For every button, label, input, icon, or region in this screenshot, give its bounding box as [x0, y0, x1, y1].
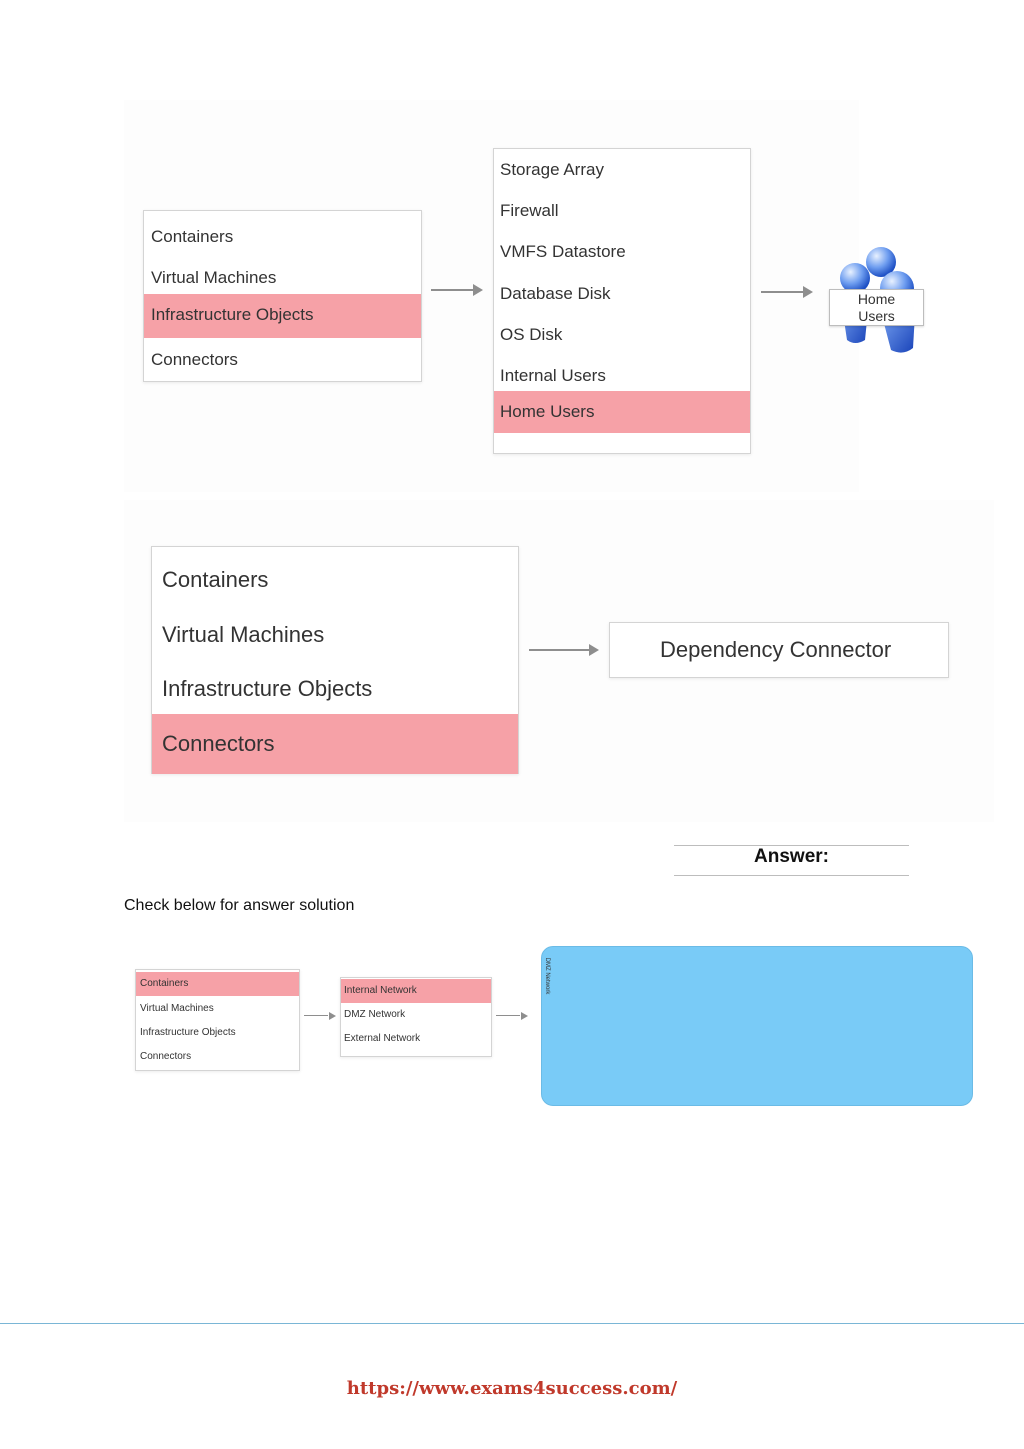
arrow-icon [529, 642, 599, 658]
list-item[interactable]: Firewall [500, 201, 559, 220]
list-item[interactable]: Virtual Machines [162, 622, 325, 647]
list-item-selected[interactable]: Connectors [152, 714, 518, 774]
answer-network-list [340, 977, 492, 1057]
arrow-icon [496, 1011, 528, 1021]
answer-category-list [135, 969, 300, 1071]
list-item[interactable]: Virtual Machines [151, 268, 277, 287]
list-item[interactable]: Connectors [151, 350, 238, 369]
list-item-selected[interactable]: Containers [136, 972, 299, 996]
scene-1-category-list [143, 210, 422, 382]
list-item[interactable]: External Network [344, 1033, 421, 1044]
scene-1-object-list [493, 148, 751, 454]
arrow-icon [431, 283, 483, 297]
dmz-network-container[interactable] [541, 946, 973, 1106]
list-item-selected[interactable]: Home Users [494, 391, 750, 433]
list-item[interactable]: DMZ Network [344, 1009, 406, 1020]
home-users-label [829, 289, 924, 326]
list-item[interactable]: Containers [151, 227, 234, 246]
arrow-icon [761, 285, 813, 299]
list-item[interactable]: Infrastructure Objects [140, 1027, 236, 1038]
list-item[interactable]: Database Disk [500, 284, 611, 303]
footer-divider [0, 1323, 1024, 1324]
arrow-icon [304, 1011, 336, 1021]
home-users-label-line: Users [858, 308, 895, 324]
footer-url-link[interactable]: https://www.exams4success.com/ [346, 1378, 678, 1399]
list-item[interactable]: Infrastructure Objects [162, 676, 373, 701]
answer-heading: Answer: [754, 846, 829, 867]
list-item-selected[interactable]: Internal Network [341, 979, 491, 1003]
list-item[interactable]: Storage Array [500, 160, 604, 179]
home-users-label-line: Home [857, 291, 896, 307]
list-item[interactable]: Internal Users [500, 366, 606, 385]
dependency-connector-label: Dependency Connector [660, 637, 892, 662]
list-item[interactable]: Connectors [140, 1051, 192, 1062]
list-item[interactable]: VMFS Datastore [500, 242, 626, 261]
list-item-selected[interactable]: Infrastructure Objects [144, 294, 421, 338]
list-item[interactable]: OS Disk [500, 325, 563, 344]
scene-2-category-list [151, 546, 519, 774]
dependency-connector-box[interactable] [609, 622, 949, 678]
dmz-network-container-label: DMZ Network [544, 957, 550, 995]
list-item[interactable]: Containers [162, 567, 269, 592]
answer-rule-bottom [674, 875, 909, 876]
list-item[interactable]: Virtual Machines [140, 1003, 214, 1014]
instruction-text: Check below for answer solution [124, 897, 355, 914]
